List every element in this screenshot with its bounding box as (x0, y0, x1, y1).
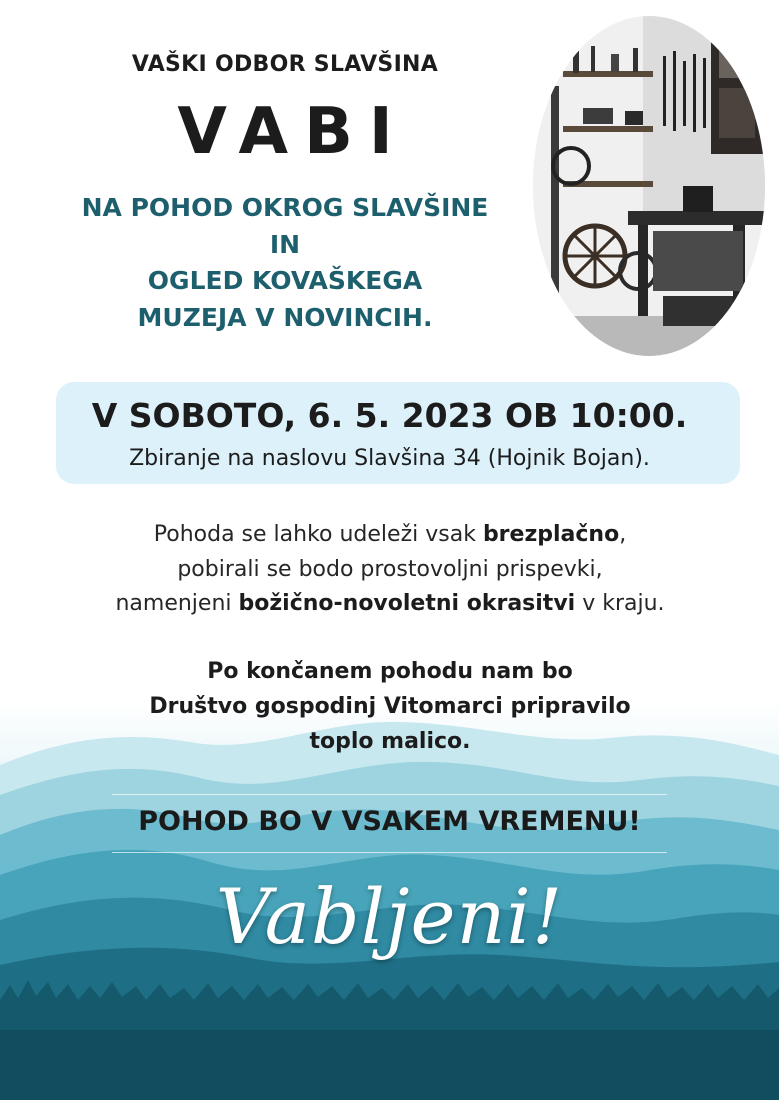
blacksmith-workshop-illustration (533, 16, 765, 356)
details-line: Pohoda se lahko udeleži vsak brezplačno, (153, 522, 627, 547)
refreshments-line: toplo malico. (309, 729, 471, 754)
divider-line-top (112, 794, 667, 795)
event-datetime: V SOBOTO, 6. 5. 2023 OB 10:00. (91, 396, 688, 435)
invitation-line: NA POHOD OKROG SLAVŠINE (81, 193, 489, 222)
free-emphasis: brezplačno (482, 522, 620, 547)
invitation-text (30, 190, 540, 336)
divider-line-bottom (112, 852, 667, 853)
museum-photo (533, 16, 765, 356)
participation-details (20, 518, 760, 622)
invitation-line: MUZEJA V NOVINCIH. (137, 302, 433, 332)
refreshments-line: Društvo gospodinj Vitomarci pripravilo (149, 694, 631, 719)
details-line: namenjeni božično-novoletni okrasitvi v kraju. (115, 591, 665, 616)
weather-notice: POHOD BO V VSAKEM VREMENU! (138, 806, 641, 837)
refreshments-text (20, 654, 760, 759)
invitation-line: IN (269, 229, 301, 259)
organizer-title: VAŠKI ODBOR SLAVŠINA (131, 52, 439, 77)
invites-heading: VABI (177, 95, 409, 169)
invitation-line: OGLED KOVAŠKEGA (147, 266, 423, 295)
welcome-script: Vabljeni! (215, 872, 564, 961)
refreshments-line: Po končanem pohodu nam bo (207, 659, 573, 684)
details-line: pobirali se bodo prostovoljni prispevki, (177, 556, 603, 582)
meeting-point: Zbiranje na naslovu Slavšina 34 (Hojnik Bojan). (129, 446, 650, 471)
decoration-emphasis: božično-novoletni okrasitvi (238, 591, 576, 616)
